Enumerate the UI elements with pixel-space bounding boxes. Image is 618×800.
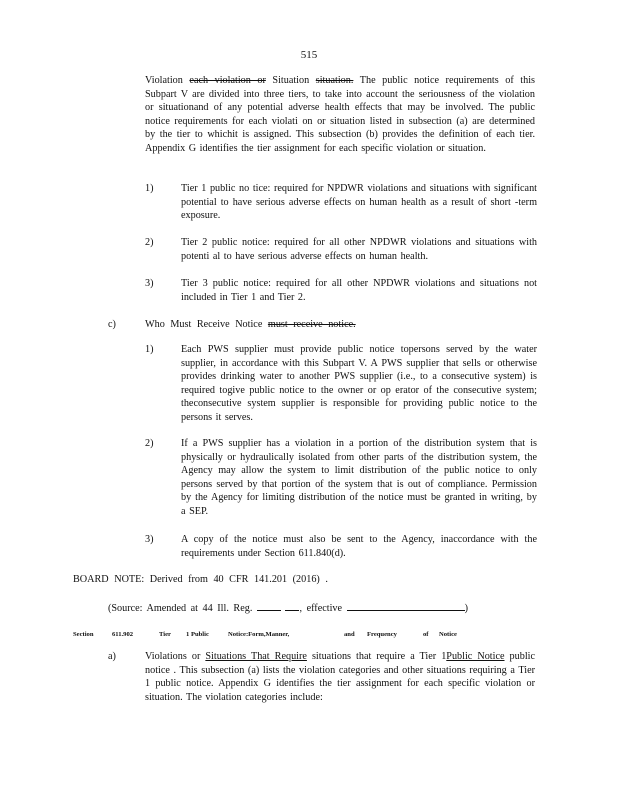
item-text: A copy of the notice must also be sent to the Agency, inaccordance with the requirements under Section 611.840(d).: [181, 534, 537, 559]
page-number: 515: [300, 49, 318, 61]
item-text: Tier 2 public notice: required for all other NPDWR violations and situations with potenti al to have serious adverse effects on human health.: [181, 237, 537, 262]
heading-word: Notice: [439, 631, 457, 638]
intro-text: The public notice requirements of this Subpart V are divided into three tiers, to take into account the seriousness of the violation or situationand of any potential adverse health effects that may be involved. The public notice requirements for each violati on or situation listed in subsection (a) are determined by the tier to whichit is assigned. This subsection (b) provides the definition of each tier. Appendix G identifies the tier assignment for each specific violation or situation.: [145, 75, 536, 154]
inserted-text: Situations That Require: [205, 651, 307, 662]
deleted-text: situation.: [315, 75, 354, 86]
section-a-text: [145, 650, 535, 704]
intro-text: Violation: [145, 75, 183, 86]
board-note: BOARD NOTE: Derived from 40 CFR 141.201 (2016) .: [73, 574, 328, 585]
source-close: ): [464, 603, 468, 614]
item-number: 2): [145, 237, 154, 248]
deleted-text: each violation or: [189, 75, 266, 86]
section-a-text-run: situations that require a Tier 1: [311, 651, 447, 662]
heading-word: and: [344, 631, 355, 638]
intro-text: Situation: [272, 75, 310, 86]
item-number: 3): [145, 534, 154, 545]
item-number: 1): [145, 183, 154, 194]
heading-word: of: [423, 631, 429, 638]
item-text: If a PWS supplier has a violation in a portion of the distribution system that is physically or hydraulically isolated from other parts of the distribution system, the Agency may allow the system to limit distribution of the public notice to only persons served by that portion of the system that is out of compliance. Permission by the Agency for limiting distribution of the notice must be granted in writing, by a SEP.: [181, 438, 537, 517]
section-title-text: Who Must Receive Notice: [145, 319, 263, 330]
heading-word: Tier: [159, 631, 171, 638]
item-number: 3): [145, 278, 154, 289]
section-a-text-run: public notice . This subsection (a) lists the violation categories and other situations requiring a Tier 1 public notice. Appendix G identifies the tier assignment for each specific violation or situation. The violation categories include:: [145, 651, 536, 703]
heading-word: 1 Public: [186, 631, 209, 638]
section-heading: [73, 628, 473, 640]
item-text: Tier 3 public notice: required for all other NPDWR violations and situations not included in Tier 1 and Tier 2.: [181, 278, 537, 303]
section-label: a): [108, 651, 116, 662]
item-text: Each PWS supplier must provide public notice topersons served by the water supplier, in accordance with this Subpart V. A PWS supplier that sells or otherwise provides drinking water to another PWS supplier (i.e., to a consecutive system) is required togive public notice to the owner or op erator of the consecutive system; theconsecutive system supplier is responsible for providing public notice to the persons it serves.: [181, 344, 537, 423]
heading-word: Section: [73, 631, 94, 638]
item-number: 1): [145, 344, 154, 355]
source-effective: , effective: [299, 603, 343, 614]
section-a-text-run: Violations or: [145, 651, 201, 662]
source-prefix: (Source: Amended at 44 Ill. Reg.: [108, 603, 253, 614]
tier-intro-paragraph: [145, 74, 535, 156]
blank-line: [347, 600, 465, 611]
section-title: [145, 318, 356, 332]
inserted-text: Public Notice: [446, 651, 505, 662]
heading-word: Notice:Form,Manner,: [228, 631, 290, 638]
heading-word: 611.902: [112, 631, 134, 638]
heading-word: Frequency: [367, 631, 397, 638]
section-label: c): [108, 319, 116, 330]
item-text: Tier 1 public no tice: required for NPDWR violations and situations with significant potential to have serious adverse effects on human health as a result of short -term exposure.: [181, 183, 537, 222]
item-number: 2): [145, 438, 154, 449]
source-note: [108, 600, 468, 616]
deleted-text: must receive notice.: [267, 319, 356, 330]
blank-line: [257, 600, 281, 611]
blank-line: [285, 600, 299, 611]
